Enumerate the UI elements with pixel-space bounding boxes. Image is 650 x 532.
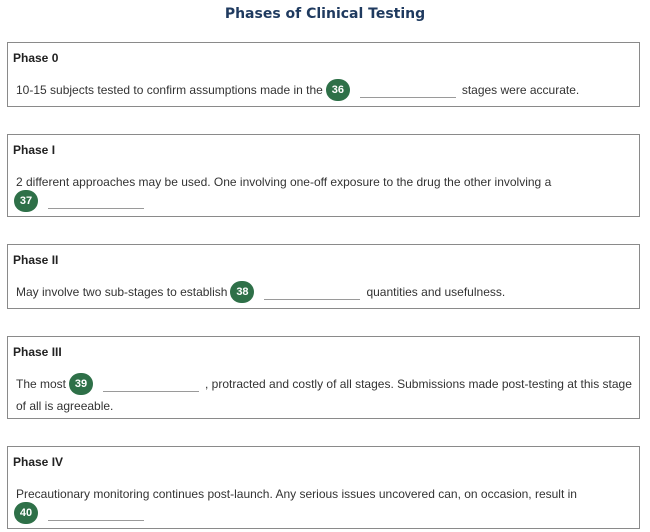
phase-4-heading: Phase IV: [13, 455, 64, 469]
question-39-badge: 39: [69, 373, 93, 395]
phase-1-answer-line: [14, 190, 150, 212]
question-40-input[interactable]: [48, 506, 144, 521]
phase-2-text-after: quantities and usefulness.: [366, 285, 506, 299]
page-title: Phases of Clinical Testing: [224, 6, 426, 22]
phase-4-answer-line: [14, 502, 150, 524]
phase-0-sentence: [16, 79, 579, 101]
phase-3-text-before: The most: [16, 377, 67, 391]
question-36-badge: 36: [326, 79, 350, 101]
phase-3-box: [7, 336, 640, 419]
phase-4-box: [7, 446, 640, 529]
phase-3-sentence: [16, 373, 632, 395]
question-37-badge: 37: [14, 190, 38, 212]
phase-3-text-after-2: of all is agreeable.: [16, 399, 114, 413]
question-40-badge: 40: [14, 502, 38, 524]
phase-3-heading: Phase III: [13, 345, 62, 359]
phase-1-text-before: 2 different approaches may be used. One involving one-off exposure to the drug the other involving a: [16, 175, 552, 189]
phase-1-heading: Phase I: [13, 143, 56, 157]
phase-2-box: [7, 244, 640, 309]
phase-0-box: [7, 42, 640, 107]
question-39-input[interactable]: [103, 377, 199, 392]
question-37-input[interactable]: [48, 194, 144, 209]
phase-0-text-before: 10-15 subjects tested to confirm assumptions made in the: [16, 83, 323, 97]
phase-2-text-before: May involve two sub-stages to establish: [16, 285, 228, 299]
phase-1-box: [7, 134, 640, 217]
phase-3-sentence-continued: [16, 395, 113, 417]
question-38-input[interactable]: [264, 285, 360, 300]
phase-2-sentence: [16, 281, 505, 303]
phase-4-text-before: Precautionary monitoring continues post-launch. Any serious issues uncovered can, on occasion, result in: [16, 487, 577, 501]
phase-0-heading: Phase 0: [13, 51, 59, 65]
phase-3-text-after: , protracted and costly of all stages. Submissions made post-testing at this stage: [205, 377, 632, 391]
phase-0-text-after: stages were accurate.: [461, 83, 580, 97]
question-38-badge: 38: [230, 281, 254, 303]
question-36-input[interactable]: [360, 83, 456, 98]
phase-2-heading: Phase II: [13, 253, 59, 267]
